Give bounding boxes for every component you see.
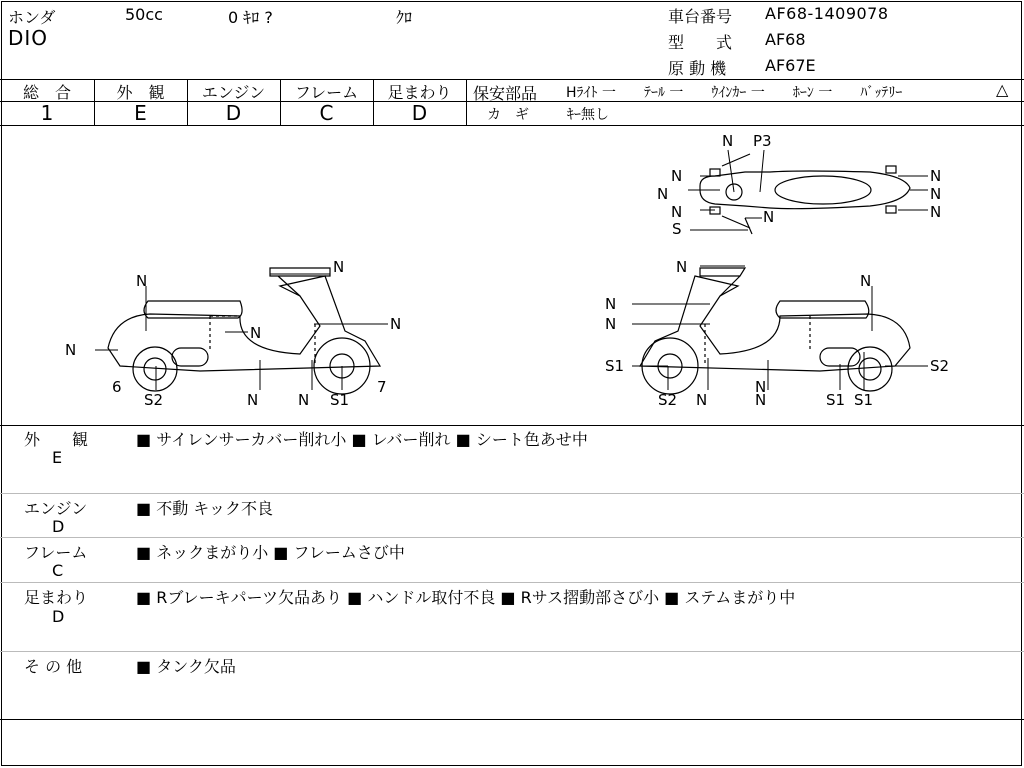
divider bbox=[0, 719, 1024, 720]
label-left-n-4: N bbox=[390, 315, 402, 333]
engine-label: 原 動 機 bbox=[668, 59, 727, 78]
label-right-n-4: N bbox=[755, 378, 767, 396]
label-left-n-6: N bbox=[247, 391, 259, 409]
label-left-n-5: N bbox=[65, 341, 77, 359]
maker: ホンダ bbox=[8, 8, 56, 27]
label-right-n-1: N bbox=[860, 272, 872, 290]
label-left-s2: S2 bbox=[144, 391, 164, 409]
label-right-s1-2: S1 bbox=[826, 391, 846, 409]
label-top-n-8: N bbox=[763, 208, 775, 226]
label-top-s: S bbox=[672, 220, 682, 238]
label-top-n-3: N bbox=[657, 185, 669, 203]
note-text: ■ 不動 キック不良 bbox=[136, 499, 273, 518]
note-category: そ の 他 bbox=[24, 657, 83, 676]
note-category: フレーム bbox=[24, 543, 88, 562]
label-right-n-5: N bbox=[696, 391, 708, 409]
label-left-n-7: N bbox=[298, 391, 310, 409]
safety-label: 保安部品 bbox=[473, 84, 538, 103]
label-left-n-1: N bbox=[333, 258, 345, 276]
grade-label-exterior: 外 観 bbox=[116, 83, 165, 102]
grade-value-exterior: E bbox=[134, 101, 147, 125]
frame-no-label: 車台番号 bbox=[668, 7, 733, 26]
note-text: ■ サイレンサーカバー削れ小 ■ レバー削れ ■ シート色あせ中 bbox=[136, 430, 588, 449]
label-left-7: 7 bbox=[377, 378, 387, 396]
grade-value-engine: D bbox=[225, 101, 242, 125]
label-top-n-1: N bbox=[722, 132, 734, 150]
note-grade: C bbox=[52, 561, 64, 580]
grade-label-frame: フレーム bbox=[294, 83, 359, 102]
divider bbox=[0, 582, 1024, 583]
divider bbox=[0, 651, 1024, 652]
label-right-s2-2: S2 bbox=[930, 357, 950, 375]
frame-no: AF68-1409078 bbox=[765, 4, 889, 23]
note-grade: E bbox=[52, 448, 63, 467]
grade-label-suspension: 足まわり bbox=[387, 83, 452, 102]
model-name: DIO bbox=[8, 26, 49, 50]
divider bbox=[0, 425, 1024, 426]
color: ｸﾛ bbox=[396, 8, 413, 27]
label-left-n-2: N bbox=[136, 272, 148, 290]
note-grade: D bbox=[52, 607, 65, 626]
mileage: 0 ｷﾛ ? bbox=[228, 8, 273, 27]
divider bbox=[0, 537, 1024, 538]
note-category: 足まわり bbox=[24, 588, 89, 607]
type-value: AF68 bbox=[765, 30, 806, 49]
label-top-n-9: N bbox=[676, 258, 688, 276]
displacement: 50cc bbox=[125, 5, 163, 24]
diagram-labels bbox=[65, 132, 949, 409]
engine-value: AF67E bbox=[765, 56, 816, 75]
label-right-s1-3: S1 bbox=[854, 391, 874, 409]
note-grade: D bbox=[52, 517, 65, 536]
note-category: エンジン bbox=[24, 499, 88, 518]
grade-label-overall: 総 合 bbox=[22, 83, 71, 102]
label-right-n-2: N bbox=[605, 295, 617, 313]
note-text: ■ Rブレーキパーツ欠品あり ■ ハンドル取付不良 ■ Rサス摺動部さび小 ■ ステムまがり中 bbox=[136, 588, 796, 607]
battery-mark: △ bbox=[996, 80, 1009, 99]
label-left-6: 6 bbox=[112, 378, 122, 396]
grade-value-suspension: D bbox=[411, 101, 428, 125]
top-view-drawing bbox=[700, 154, 910, 234]
label-right-s1-1: S1 bbox=[605, 357, 625, 375]
leader-lines bbox=[95, 150, 928, 390]
note-category: 外 観 bbox=[24, 430, 89, 449]
key-label: カ ギ bbox=[487, 107, 529, 123]
grade-value-frame: C bbox=[319, 101, 334, 125]
scooter-drawings bbox=[95, 150, 928, 394]
label-left-s1: S1 bbox=[330, 391, 350, 409]
label-top-n-2: N bbox=[671, 167, 683, 185]
key-value: ｷｰ無し bbox=[567, 107, 609, 123]
grade-label-engine: エンジン bbox=[201, 83, 266, 102]
scooter-diagram bbox=[0, 126, 1024, 425]
divider bbox=[0, 493, 1024, 494]
note-text: ■ ネックまがり小 ■ フレームさび中 bbox=[136, 543, 405, 562]
note-text: ■ タンク欠品 bbox=[136, 657, 236, 676]
label-right-n-6: N bbox=[755, 391, 767, 409]
label-top-n-6: N bbox=[930, 185, 942, 203]
grade-value-overall: 1 bbox=[40, 101, 54, 125]
safety-items: Hﾗｲﾄ 一 ﾃｰﾙ 一 ｳｲﾝｶｰ 一 ﾎｰﾝ 一 ﾊﾞｯﾃﾘｰ bbox=[566, 85, 903, 101]
label-top-p3: P3 bbox=[753, 132, 772, 150]
label-right-s2-1: S2 bbox=[658, 391, 678, 409]
divider bbox=[466, 79, 467, 125]
label-top-n-5: N bbox=[930, 167, 942, 185]
label-top-n-7: N bbox=[930, 203, 942, 221]
left-view-drawing bbox=[108, 268, 380, 394]
type-label: 型 式 bbox=[668, 33, 733, 52]
label-left-n-3: N bbox=[250, 324, 262, 342]
label-right-n-3: N bbox=[605, 315, 617, 333]
label-top-n-4: N bbox=[671, 203, 683, 221]
